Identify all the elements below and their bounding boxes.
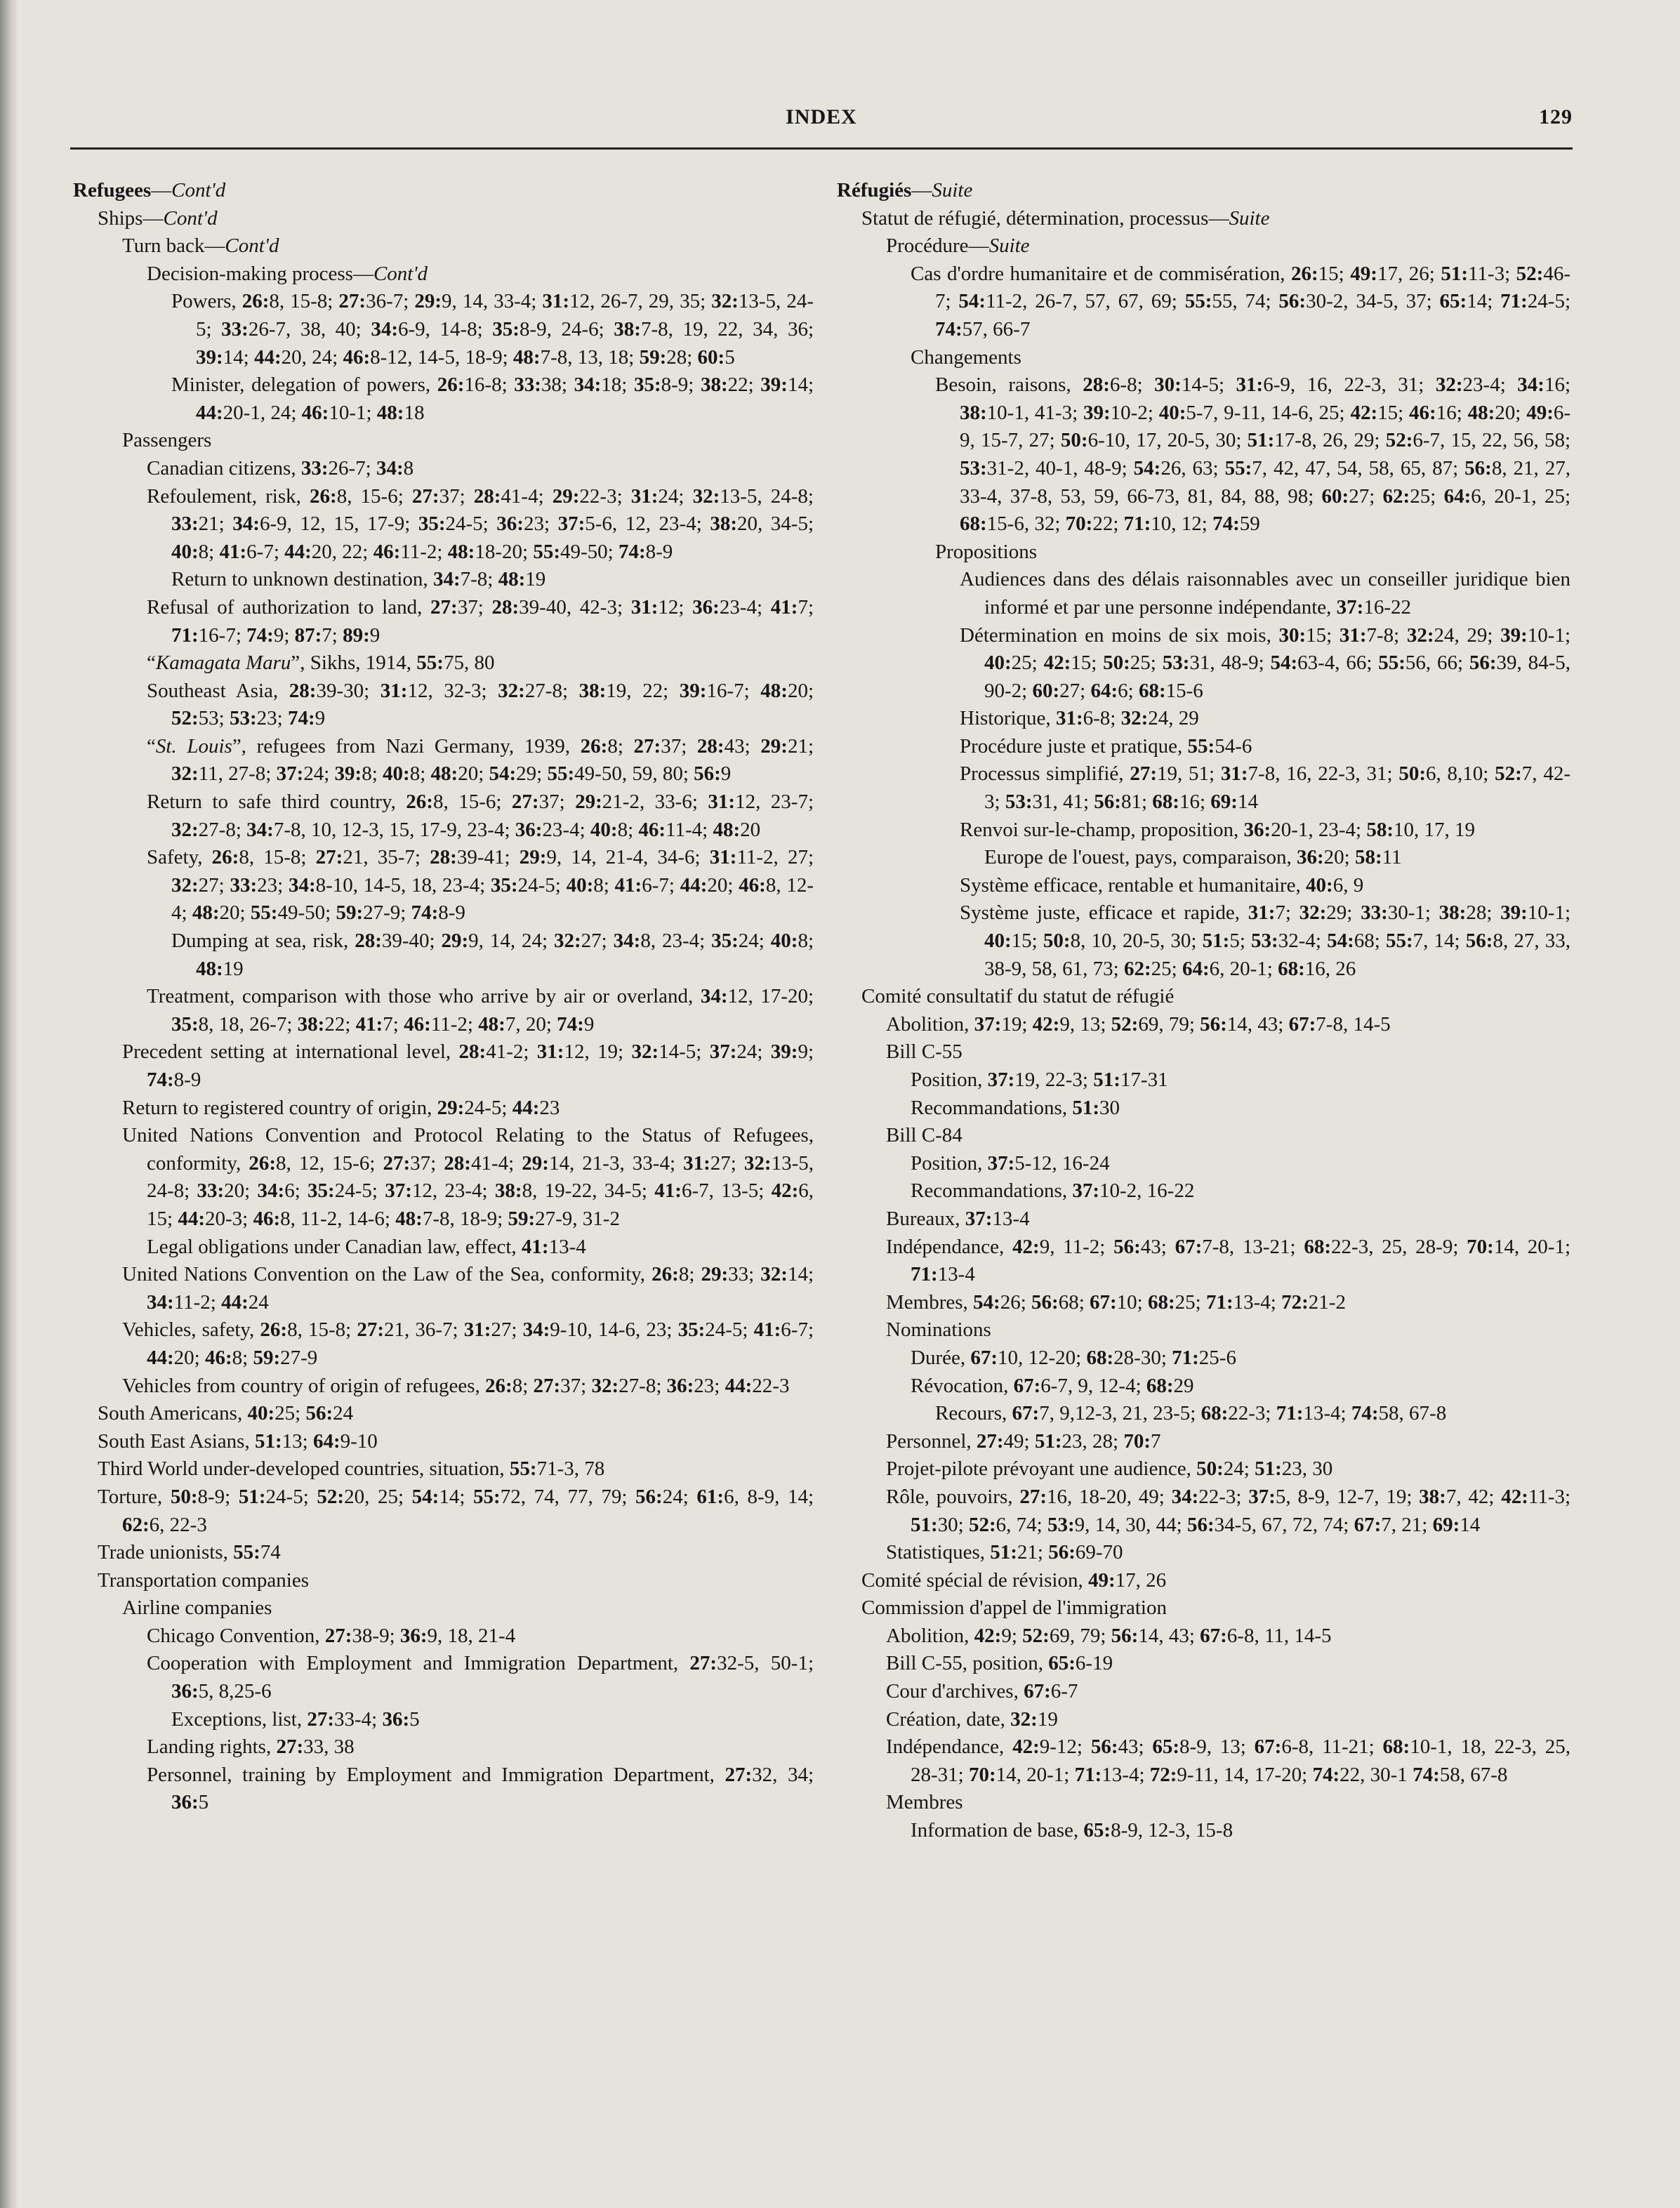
index-entry: Trade unionists, 55:74 [98, 1541, 281, 1564]
index-entry: Abolition, 37:19; 42:9, 13; 52:69, 79; 56:14, 43; 67:7-8, 14-5 [886, 1012, 1391, 1036]
index-entry: Cas d'ordre humanitaire et de commisération, 26:15; 49:17, 26; 51:11-3; 52:46-7; 54:11-2, 26-7, 57, 67, 69; 55:55, 74; 56:30-2, 34-5, 37; 65:14; 71:24-5; 74:57, 66-7 [911, 262, 1570, 341]
index-entry: Historique, 31:6-8; 32:24, 29 [960, 707, 1199, 730]
index-entry: Procédure—Suite [886, 234, 1030, 258]
index-entry: Statistiques, 51:21; 56:69-70 [886, 1541, 1123, 1564]
index-entry: Transportation companies [98, 1568, 309, 1592]
index-entry: Nominations [886, 1318, 991, 1342]
index-entry: Airline companies [122, 1596, 272, 1620]
index-entry: Audiences dans des délais raisonnables avec un conseiller juridique bien informé et par une personne indépendante, 37:16-22 [960, 568, 1570, 619]
index-entry: Exceptions, list, 27:33-4; 36:5 [171, 1707, 420, 1731]
index-entry: Cooperation with Employment and Immigration Department, 27:32-5, 50-1; 36:5, 8,25-6 [147, 1652, 814, 1703]
index-entry: Return to unknown destination, 34:7-8; 48:19 [171, 568, 546, 591]
index-entry: Commission d'appel de l'immigration [861, 1596, 1167, 1620]
index-entry: Safety, 26:8, 15-8; 27:21, 35-7; 28:39-41; 29:9, 14, 21-4, 34-6; 31:11-2, 27; 32:27; 33:23; 34:8-10, 14-5, 18, 23-4; 35:24-5; 40:8; 41:6-7; 44:20; 46:8, 12-4; 48:20; 55:49-50; 59:27-9; 74:8-9 [147, 846, 814, 925]
index-entry: Comité spécial de révision, 49:17, 26 [861, 1568, 1167, 1592]
index-entry: Information de base, 65:8-9, 12-3, 15-8 [911, 1819, 1233, 1842]
index-entry: Réfugiés—Suite [837, 179, 973, 201]
index-entry: Processus simplifié, 27:19, 51; 31:7-8, 16, 22-3, 31; 50:6, 8,10; 52:7, 42-3; 53:31, 41; 56:81; 68:16; 69:14 [960, 762, 1570, 814]
index-entry: United Nations Convention on the Law of the Sea, conformity, 26:8; 29:33; 32:14; 34:11-2; 44:24 [122, 1263, 814, 1314]
index-entry: Procédure juste et pratique, 55:54-6 [960, 734, 1252, 758]
index-entry: Bill C-55 [886, 1040, 963, 1064]
index-entry: Personnel, 27:49; 51:23, 28; 70:7 [886, 1429, 1161, 1453]
index-entry: Southeast Asia, 28:39-30; 31:12, 32-3; 32:27-8; 38:19, 22; 39:16-7; 48:20; 52:53; 53:23; 74:9 [147, 679, 814, 730]
index-entry: Statut de réfugié, détermination, processus—Suite [861, 206, 1270, 230]
index-entry: Projet-pilote prévoyant une audience, 50:24; 51:23, 30 [886, 1457, 1333, 1481]
index-entry: South East Asians, 51:13; 64:9-10 [98, 1429, 378, 1453]
index-entry: Comité consultatif du statut de réfugié [861, 985, 1175, 1008]
index-entry: Refusal of authorization to land, 27:37; 28:39-40, 42-3; 31:12; 36:23-4; 41:7; 71:16-7; 74:9; 87:7; 89:9 [147, 595, 814, 647]
index-entry: Minister, delegation of powers, 26:16-8; 33:38; 34:18; 35:8-9; 38:22; 39:14; 44:20-1, 24; 46:10-1; 48:18 [171, 373, 814, 424]
index-entry: Position, 37:19, 22-3; 51:17-31 [911, 1069, 1168, 1091]
index-entry: United Nations Convention and Protocol Relating to the Status of Refugees, conformity, 26:8, 12, 15-6; 27:37; 28:41-4; 29:14, 21-3, 33-4; 31:27; 32:13-5, 24-8; 33:20; 34:6; 35:24-5; 37:12, 23-4; 38:8, 19-22, 34-5; 41:6-7, 13-5; 42:6, 15; 44:20-3; 46:8, 11-2, 14-6; 48:7-8, 18-9; 59:27-9, 31-2 [122, 1124, 814, 1230]
index-entry: Renvoi sur-le-champ, proposition, 36:20-1, 23-4; 58:10, 17, 19 [960, 818, 1476, 841]
page-gutter-shadow [0, 0, 18, 2208]
index-entry: Propositions [935, 540, 1038, 563]
index-entry: Détermination en moins de six mois, 30:15; 31:7-8; 32:24, 29; 39:10-1; 40:25; 42:15; 50:25; 53:31, 48-9; 54:63-4, 66; 55:56, 66; 56:39, 84-5, 90-2; 60:27; 64:6; 68:15-6 [960, 623, 1571, 702]
index-entry: Legal obligations under Canadian law, effect, 41:13-4 [147, 1235, 586, 1258]
index-entry: Passengers [122, 429, 212, 452]
index-entry: Refugees—Cont'd [73, 179, 226, 201]
index-entry: Abolition, 42:9; 52:69, 79; 56:14, 43; 67:6-8, 11, 14-5 [886, 1624, 1332, 1647]
index-entry: “St. Louis”, refugees from Nazi Germany, 1939, 26:8; 27:37; 28:43; 29:21; 32:11, 27-8; 37:24; 39:8; 40:8; 48:20; 54:29; 55:49-50, 59, 80; 56:9 [147, 734, 814, 786]
index-column-right [837, 177, 1570, 1845]
index-entry: Bill C-55, position, 65:6-19 [886, 1652, 1113, 1675]
index-entry: Membres [886, 1791, 963, 1814]
index-entry: Système efficace, rentable et humanitaire, 40:6, 9 [960, 873, 1364, 897]
index-entry: Chicago Convention, 27:38-9; 36:9, 18, 21-4 [147, 1624, 516, 1647]
index-entry: Dumping at sea, risk, 28:39-40; 29:9, 14, 24; 32:27; 34:8, 23-4; 35:24; 40:8; 48:19 [171, 930, 814, 980]
index-entry: Europe de l'ouest, pays, comparaison, 36:20; 58:11 [984, 846, 1402, 869]
index-entry: Bill C-84 [886, 1124, 963, 1147]
page-title: INDEX [786, 105, 857, 128]
index-entry: Membres, 54:26; 56:68; 67:10; 68:25; 71:13-4; 72:21-2 [886, 1290, 1346, 1314]
index-entry: Indépendance, 42:9-12; 56:43; 65:8-9, 13; 67:6-8, 11-21; 68:10-1, 18, 22-3, 25, 28-31; 70:14, 20-1; 71:13-4; 72:9-11, 14, 17-20; 74:22, 30-1 74:58, 67-8 [886, 1736, 1571, 1786]
running-head [70, 105, 1573, 139]
index-entry: Bureaux, 37:13-4 [886, 1207, 1030, 1230]
index-entry: Indépendance, 42:9, 11-2; 56:43; 67:7-8, 13-21; 68:22-3, 25, 28-9; 70:14, 20-1; 71:13-4 [886, 1235, 1571, 1286]
index-entry: Recommandations, 37:10-2, 16-22 [911, 1179, 1195, 1203]
index-entry: Torture, 50:8-9; 51:24-5; 52:20, 25; 54:14; 55:72, 74, 77, 79; 56:24; 61:6, 8-9, 14; 62:6, 22-3 [98, 1485, 814, 1536]
page-number: 129 [1539, 105, 1573, 128]
index-entry: Return to safe third country, 26:8, 15-6; 27:37; 29:21-2, 33-6; 31:12, 23-7; 32:27-8; 34:7-8, 10, 12-3, 15, 17-9, 23-4; 36:23-4; 40:8; 46:11-4; 48:20 [147, 791, 814, 841]
index-entry: Turn back—Cont'd [122, 234, 279, 258]
index-entry: Rôle, pouvoirs, 27:16, 18-20, 49; 34:22-3; 37:5, 8-9, 12-7, 19; 38:7, 42; 42:11-3; 51:30; 52:6, 74; 53:9, 14, 30, 44; 56:34-5, 67, 72, 74; 67:7, 21; 69:14 [886, 1485, 1571, 1536]
index-entry: Création, date, 32:19 [886, 1707, 1058, 1731]
index-entry: Besoin, raisons, 28:6-8; 30:14-5; 31:6-9, 16, 22-3, 31; 32:23-4; 34:16; 38:10-1, 41-3; 39:10-2; 40:5-7, 9-11, 14-6, 25; 42:15; 46:16; 48:20; 49:6-9, 15-7, 27; 50:6-10, 17, 20-5, 30; 51:17-8, 26, 29; 52:6-7, 15, 22, 56, 58; 53:31-2, 40-1, 48-9; 54:26, 63; 55:7, 42, 47, 54, 58, 65, 87; 56:8, 21, 27, 33-4, 37-8, 53, 59, 66-73, 81, 84, 88, 98; 60:27; 62:25; 64:6, 20-1, 25; 68:15-6, 32; 70:22; 71:10, 12; 74:59 [935, 373, 1571, 536]
index-entry: Landing rights, 27:33, 38 [147, 1736, 355, 1759]
index-entry: Cour d'archives, 67:6-7 [886, 1680, 1078, 1703]
index-entry: Refoulement, risk, 26:8, 15-6; 27:37; 28:41-4; 29:22-3; 31:24; 32:13-5, 24-8; 33:21; 34:6-9, 12, 15, 17-9; 35:24-5; 36:23; 37:5-6, 12, 23-4; 38:20, 34-5; 40:8; 41:6-7; 44:20, 22; 46:11-2; 48:18-20; 55:49-50; 74:8-9 [147, 484, 814, 563]
index-entry: Third World under-developed countries, situation, 55:71-3, 78 [98, 1457, 605, 1481]
index-entry: Ships—Cont'd [98, 206, 218, 230]
index-column-left [73, 177, 814, 1817]
index-entry: Decision-making process—Cont'd [147, 262, 428, 285]
index-entry: Vehicles, safety, 26:8, 15-8; 27:21, 36-7; 31:27; 34:9-10, 14-6, 23; 35:24-5; 41:6-7; 44:20; 46:8; 59:27-9 [122, 1318, 814, 1369]
index-entry: “Kamagata Maru”, Sikhs, 1914, 55:75, 80 [147, 652, 495, 675]
index-entry: South Americans, 40:25; 56:24 [98, 1402, 354, 1425]
index-entry: Canadian citizens, 33:26-7; 34:8 [147, 456, 414, 480]
index-entry: Révocation, 67:6-7, 9, 12-4; 68:29 [911, 1374, 1194, 1397]
index-entry: Personnel, training by Employment and Immigration Department, 27:32, 34; 36:5 [147, 1763, 814, 1814]
header-rule [70, 147, 1573, 150]
index-entry: Precedent setting at international level, 28:41-2; 31:12, 19; 32:14-5; 37:24; 39:9; 74:8-9 [122, 1040, 814, 1091]
index-entry: Position, 37:5-12, 16-24 [911, 1151, 1110, 1175]
index-entry: Powers, 26:8, 15-8; 27:36-7; 29:9, 14, 33-4; 31:12, 26-7, 29, 35; 32:13-5, 24-5; 33:26-7, 38, 40; 34:6-9, 14-8; 35:8-9, 24-6; 38:7-8, 19, 22, 34, 36; 39:14; 44:20, 24; 46:8-12, 14-5, 18-9; 48:7-8, 13, 18; 59:28; 60:5 [171, 290, 814, 369]
index-entry: Treatment, comparison with those who arrive by air or overland, 34:12, 17-20; 35:8, 18, 26-7; 38:22; 41:7; 46:11-2; 48:7, 20; 74:9 [147, 985, 814, 1036]
index-entry: Système juste, efficace et rapide, 31:7; 32:29; 33:30-1; 38:28; 39:10-1; 40:15; 50:8, 10, 20-5, 30; 51:5; 53:32-4; 54:68; 55:7, 14; 56:8, 27, 33, 38-9, 58, 61, 73; 62:25; 64:6, 20-1; 68:16, 26 [960, 901, 1571, 980]
index-entry: Recommandations, 51:30 [911, 1096, 1120, 1119]
index-entry: Recours, 67:7, 9,12-3, 21, 23-5; 68:22-3; 71:13-4; 74:58, 67-8 [935, 1402, 1447, 1425]
index-entry: Vehicles from country of origin of refugees, 26:8; 27:37; 32:27-8; 36:23; 44:22-3 [122, 1374, 790, 1397]
index-entry: Return to registered country of origin, 29:24-5; 44:23 [122, 1096, 560, 1119]
index-entry: Durée, 67:10, 12-20; 68:28-30; 71:25-6 [911, 1346, 1236, 1369]
index-entry: Changements [911, 345, 1021, 369]
